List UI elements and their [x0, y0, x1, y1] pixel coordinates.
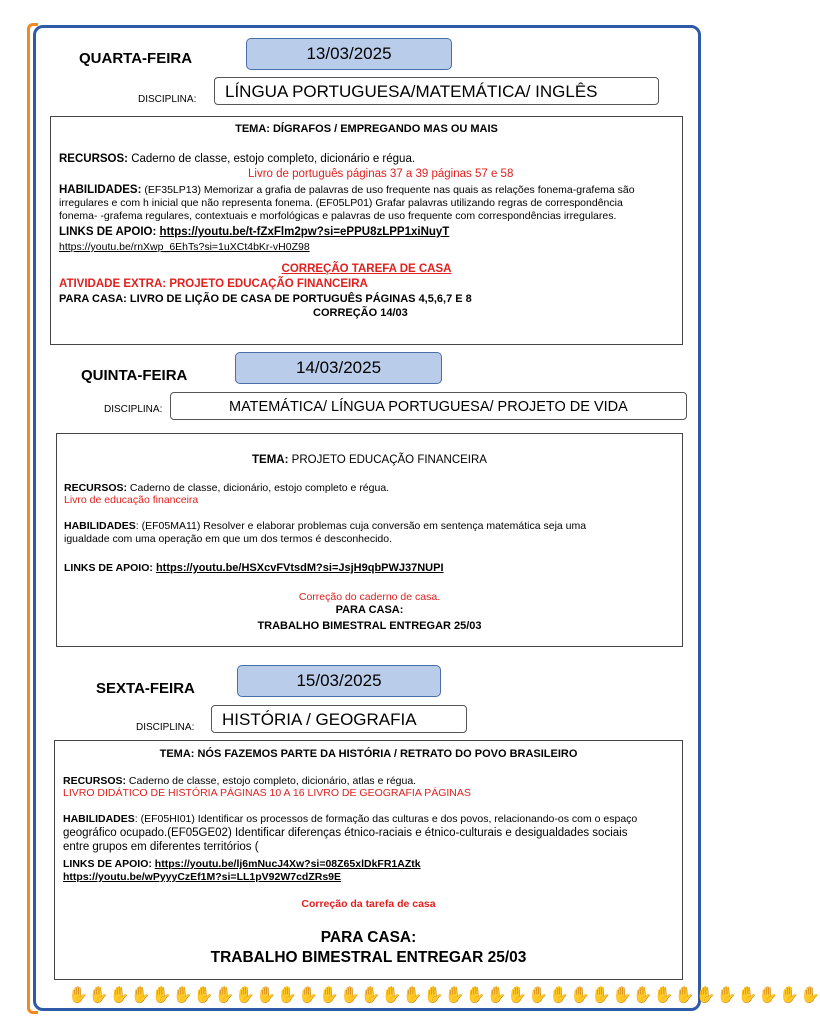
- link-2-friday[interactable]: https://youtu.be/wPyyyCzEf1M?si=LL1pV92W7cdZRs9E: [63, 871, 342, 883]
- date-box-friday: 15/03/2025: [237, 665, 441, 697]
- hand-print-icon: ✋: [486, 987, 507, 1004]
- trabalho-thursday: TRABALHO BIMESTRAL ENTREGAR 25/03: [257, 620, 482, 632]
- lesson-panel-wednesday: [50, 116, 683, 345]
- hand-print-icon: ✋: [339, 987, 360, 1004]
- hand-print-icon: ✋: [360, 987, 381, 1004]
- hand-print-icon: ✋: [68, 987, 88, 1004]
- habilidades-wednesday: HABILIDADES: (EF35LP13) Memorizar a grafia de palavras de uso frequente nas quais as relações fonema-grafema são irregulares e com h inicial que não representa fonema. (EF05LP01) Grafar palavras utilizando regras de correspondência fonema- -grafema regulares, contextuais e morfológicas e palavras de uso frequente com correspondências irregulares.: [59, 184, 635, 222]
- hand-print-icon: ✋: [256, 987, 277, 1004]
- tema-friday: TEMA: NÓS FAZEMOS PARTE DA HISTÓRIA / RETRATO DO POVO BRASILEIRO: [159, 748, 578, 760]
- hand-print-icon: ✋: [716, 987, 737, 1004]
- tema-thursday: TEMA: PROJETO EDUCAÇÃO FINANCEIRA: [252, 454, 487, 466]
- hand-print-icon: ✋: [423, 987, 444, 1004]
- tema-wednesday: TEMA: DÍGRAFOS / EMPREGANDO MAS OU MAIS: [235, 123, 498, 135]
- hand-print-icon: ✋: [653, 987, 674, 1004]
- links-friday: LINKS DE APOIO: https://youtu.be/lj6mNucJ4Xw?si=08Z65xlDkFR1AZtk: [63, 858, 421, 870]
- hand-print-icon: ✋: [402, 987, 423, 1004]
- hand-print-icon: ✋: [632, 987, 653, 1004]
- link-1-friday[interactable]: https://youtu.be/lj6mNucJ4Xw?si=08Z65xlDkFR1AZtk: [154, 858, 421, 870]
- hand-print-icon: ✋: [800, 987, 820, 1004]
- hand-print-icon: ✋: [109, 987, 130, 1004]
- hand-print-icon: ✋: [444, 987, 465, 1004]
- correcao-friday: Correção da tarefa de casa: [301, 898, 436, 910]
- links-thursday: LINKS DE APOIO: https://youtu.be/HSXcvFVtsdM?si=JsjH9qbPWJ37NUPI: [64, 562, 444, 574]
- correcao-thursday: Correção do caderno de casa.: [298, 591, 441, 603]
- hand-print-icon: ✋: [570, 987, 591, 1004]
- links-wednesday: LINKS DE APOIO: https://youtu.be/t-fZxFlm2pw?si=ePPU8zLPP1xiNuyT: [59, 226, 450, 238]
- hands-border-decoration: [68, 986, 820, 1006]
- lesson-panel-friday: [54, 740, 683, 980]
- atividade-extra-wednesday: ATIVIDADE EXTRA: PROJETO EDUCAÇÃO FINANCEIRA: [59, 278, 368, 290]
- hand-print-icon: ✋: [277, 987, 298, 1004]
- date-box-thursday: 14/03/2025: [235, 352, 442, 384]
- disciplina-label: DISCIPLINA:: [138, 94, 197, 105]
- recursos-thursday: RECURSOS: Caderno de classe, dicionário, estojo completo e régua.: [64, 482, 390, 494]
- link-1-thursday[interactable]: https://youtu.be/HSXcvFVtsdM?si=JsjH9qbPWJ37NUPI: [155, 562, 444, 574]
- hand-print-icon: ✋: [235, 987, 256, 1004]
- day-title-friday: SEXTA-FEIRA: [96, 680, 195, 697]
- hand-print-icon: ✋: [528, 987, 549, 1004]
- hand-print-icon: ✋: [214, 987, 235, 1004]
- disciplina-box-friday: HISTÓRIA / GEOGRAFIA: [211, 705, 467, 733]
- date-box-wednesday: 13/03/2025: [246, 38, 452, 70]
- para-casa-wednesday: PARA CASA: LIVRO DE LIÇÃO DE CASA DE PORTUGUÊS PÁGINAS 4,5,6,7 E 8: [59, 293, 472, 305]
- link-2-wednesday[interactable]: https://youtu.be/rnXwp_6EhTs?si=1uXCt4bKr-vH0Z98: [59, 241, 310, 253]
- hand-print-icon: ✋: [695, 987, 716, 1004]
- hand-print-icon: ✋: [193, 987, 214, 1004]
- link-1-wednesday[interactable]: https://youtu.be/t-fZxFlm2pw?si=ePPU8zLPP1xiNuyT: [159, 226, 450, 238]
- para-casa-thursday: PARA CASA:: [335, 604, 404, 616]
- habilidades-friday: HABILIDADES: (EF05HI01) Identificar os processos de formação das culturas e dos povos, relacionando-os com o espaço geográfico ocupado.(EF05GE02) Identificar diferenças étnico-raciais e étnico-culturais e desigualdades sociais entre grupos em diferentes territórios (: [63, 813, 638, 853]
- hand-print-icon: ✋: [779, 987, 800, 1004]
- recursos-friday: RECURSOS: Caderno de classe, estojo completo, dicionário, atlas e régua.: [63, 775, 417, 787]
- hand-print-icon: ✋: [172, 987, 193, 1004]
- hand-print-icon: ✋: [674, 987, 695, 1004]
- disciplina-label: DISCIPLINA:: [136, 722, 195, 733]
- disciplina-box-thursday: MATEMÁTICA/ LÍNGUA PORTUGUESA/ PROJETO DE VIDA: [170, 392, 687, 420]
- hand-print-icon: ✋: [151, 987, 172, 1004]
- hand-print-icon: ✋: [549, 987, 570, 1004]
- hand-print-icon: ✋: [130, 987, 151, 1004]
- disciplina-box-wednesday: LÍNGUA PORTUGUESA/MATEMÁTICA/ INGLÊS: [214, 77, 659, 105]
- hand-print-icon: ✋: [319, 987, 339, 1004]
- hand-print-icon: ✋: [758, 987, 779, 1004]
- day-title-thursday: QUINTA-FEIRA: [81, 367, 188, 384]
- correcao-wednesday: CORREÇÃO TAREFA DE CASA: [281, 263, 452, 275]
- recursos-book-wednesday: Livro de português páginas 37 a 39 páginas 57 e 58: [248, 168, 514, 180]
- hand-print-icon: ✋: [611, 987, 632, 1004]
- correcao-data-wednesday: CORREÇÃO 14/03: [313, 307, 408, 319]
- para-casa-friday: PARA CASA:: [320, 929, 417, 946]
- hand-print-icon: ✋: [465, 987, 486, 1004]
- recursos-book-friday: LIVRO DIDÁTICO DE HISTÓRIA PÁGINAS 10 A 16 LIVRO DE GEOGRAFIA PÁGINAS: [63, 787, 471, 799]
- hand-print-icon: ✋: [737, 987, 758, 1004]
- hand-print-icon: ✋: [88, 987, 109, 1004]
- hand-print-icon: ✋: [507, 987, 528, 1004]
- hand-print-icon: ✋: [591, 987, 611, 1004]
- disciplina-label: DISCIPLINA:: [104, 404, 163, 415]
- recursos-wednesday: RECURSOS: Caderno de classe, estojo completo, dicionário e régua.: [59, 153, 416, 165]
- recursos-book-thursday: Livro de educação financeira: [64, 494, 199, 506]
- trabalho-friday: TRABALHO BIMESTRAL ENTREGAR 25/03: [210, 949, 527, 966]
- day-title-wednesday: QUARTA-FEIRA: [79, 50, 193, 67]
- hand-print-icon: ✋: [298, 987, 319, 1004]
- lesson-panel-thursday: [56, 433, 683, 647]
- hand-print-icon: ✋: [381, 987, 402, 1004]
- habilidades-thursday: HABILIDADES: (EF05MA11) Resolver e elaborar problemas cuja conversão em sentença matemática seja uma igualdade com uma operação em que um dos termos é desconhecido.: [64, 520, 587, 545]
